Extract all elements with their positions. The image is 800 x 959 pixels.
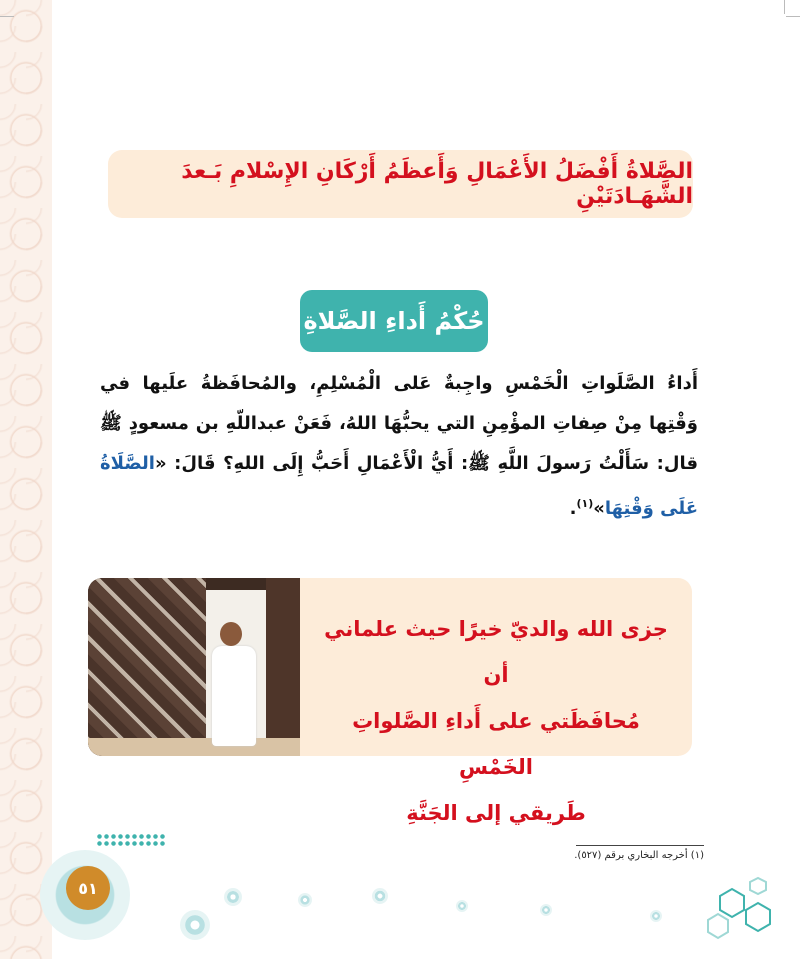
flower-ornament-icon — [372, 888, 388, 904]
section-heading — [300, 290, 488, 352]
flower-ornament-icon — [224, 888, 242, 906]
photo-panel-text — [316, 606, 676, 836]
banner-text: الصَّلاةُ أَفْضَلُ الأَعْمَالِ وَأَعظَمُ أَرْكَانِ الإِسْلامِ بَـعدَ الشَّهَـادَتَيْنِ — [181, 159, 693, 209]
ministry-logo-icon — [96, 833, 166, 847]
door-right — [266, 578, 300, 756]
floor — [88, 738, 300, 756]
body-paragraph — [100, 364, 698, 529]
footnote-marker: (١) — [576, 497, 594, 510]
panel-line-3: طَريقي إلى الجَنَّةِ — [406, 801, 586, 825]
crop-mark — [784, 0, 785, 14]
paragraph-text: أَداءُ الصَّلَواتِ الْخَمْسِ واجِبةٌ عَلى الْمُسْلِمِ، والمُحافَظةُ علَيها في وَقْتِها مِنْ صِفاتِ المؤْمِنِ التي يحبُّهَا اللهُ، فَعَنْ عبداللّهِ بن مسعودٍ ﷺ قال: سَأَلْتُ رَسولَ اللَّهِ ﷺ: أَيُّ الْأَعْمَالِ أَحَبُّ إِلَى اللهِ؟ قَالَ: « — [100, 373, 698, 474]
carved-door-left — [88, 578, 206, 756]
paragraph-end: . — [569, 498, 577, 519]
flower-ornament-icon — [180, 910, 210, 940]
flower-ornament-icon — [540, 904, 552, 916]
boy-figure — [212, 646, 256, 746]
section-heading-text: حُكْمُ أَداءِ الصَّلاةِ — [303, 307, 485, 335]
boy-head — [220, 622, 242, 646]
panel-line-2: مُحافَظَتي على أَداءِ الصَّلواتِ الخَمْسِ — [352, 709, 640, 779]
footnote-rule — [576, 845, 704, 846]
flower-ornament-icon — [456, 900, 468, 912]
decorative-side-pattern — [0, 0, 52, 959]
flower-ornament-icon — [650, 910, 662, 922]
boy-at-door-photo — [88, 578, 300, 756]
page-number: ٥١ — [66, 866, 110, 910]
footnote: (١) أخرجه البخاري برقم (٥٢٧). — [574, 850, 704, 861]
crop-mark — [0, 16, 14, 17]
hexagon-ornament-icon — [700, 876, 780, 946]
panel-line-1: جزى الله والديّ خيرًا حيث علماني أن — [324, 617, 668, 687]
key-message-banner — [108, 150, 693, 218]
flower-ornament-icon — [298, 893, 312, 907]
hadith-quote: الصَّلَاةُ عَلَى وَقْتِهَا — [100, 453, 698, 519]
crop-mark — [786, 16, 800, 17]
quote-close: » — [593, 498, 605, 519]
